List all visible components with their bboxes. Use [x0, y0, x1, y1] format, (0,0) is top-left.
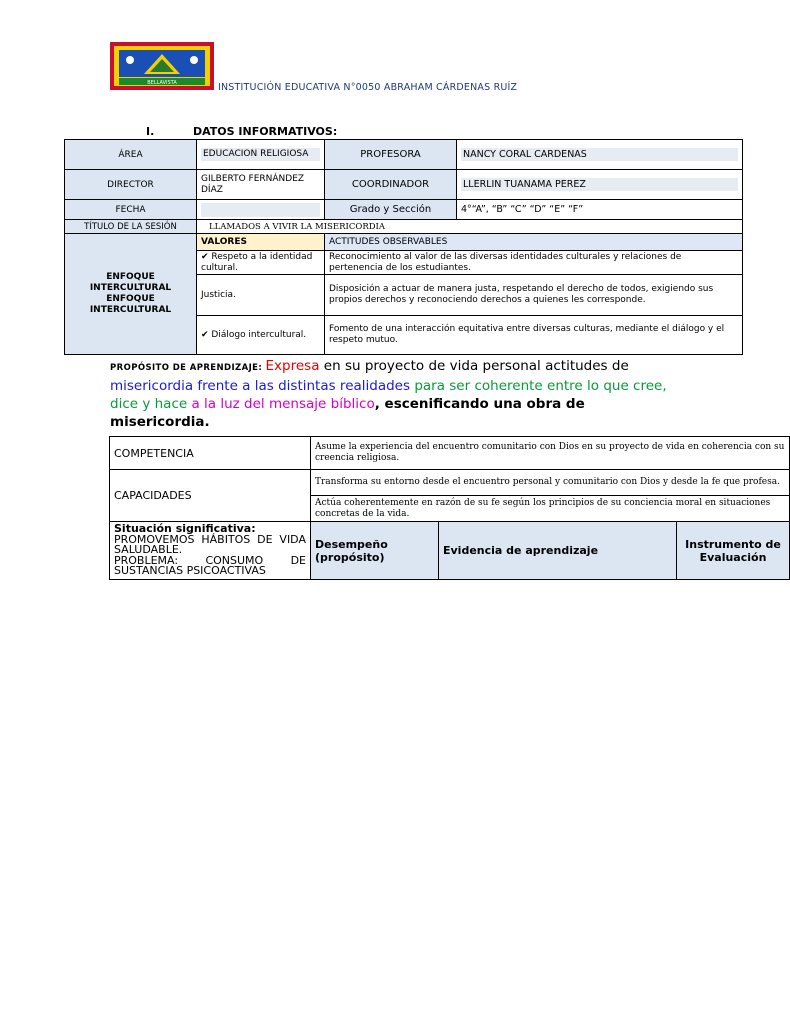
school-crest-logo: [110, 42, 214, 90]
actitud-cell: Reconocimiento al valor de las diversas identidades culturales y relaciones de pertenencia de los estudiantes.: [325, 251, 743, 275]
fecha-value: [201, 203, 320, 217]
valor-cell: ✔ Respeto a la identidad cultural.: [197, 251, 325, 275]
grado-value: 4°“A”, “B” “C” “D” “E” “F”: [457, 200, 743, 220]
info-row-fecha: [65, 200, 743, 220]
capacidades-row: [110, 470, 790, 496]
learning-purpose: PROPÓSITO DE APRENDIZAJE: Expresa en su proyecto de vida personal actitudes de misericordia frente a las distintas realidades para ser coherente entre lo que cree, dice y hace a la luz del mensaje bíblico, escenificando una obra de misericordia.: [110, 358, 667, 430]
svg-text:BELLAVISTA: BELLAVISTA: [147, 80, 177, 86]
info-row-titulo: [65, 220, 743, 234]
capacidad-2: Actúa coherentemente en razón de su fe según los principios de su conciencia moral en situaciones concretas de la vida.: [311, 496, 790, 522]
profesora-label: PROFESORA: [325, 140, 457, 170]
situacion-row: [110, 522, 790, 580]
evidencia-header: Evidencia de aprendizaje: [439, 522, 677, 580]
fecha-value-cell: [197, 200, 325, 220]
fecha-label: FECHA: [65, 200, 197, 220]
capacidades-label: CAPACIDADES: [110, 470, 311, 522]
section-title: DATOS INFORMATIVOS:: [193, 125, 338, 138]
capacidad-1: Transforma su entorno desde el encuentro personal y comunitario con Dios y desde la fe que profesa.: [311, 470, 790, 496]
titulo-label: TÍTULO DE LA SESIÓN: [65, 220, 197, 234]
purpose-text: en su proyecto de vida personal actitudes de: [319, 358, 629, 374]
purpose-label: PROPÓSITO DE APRENDIZAJE: [110, 363, 259, 373]
info-row-area: [65, 140, 743, 170]
competencia-row: [110, 437, 790, 470]
actitud-cell: Disposición a actuar de manera justa, respetando el derecho de todos, exigiendo sus propios derechos y reconociendo derechos a quienes les corresponde.: [325, 275, 743, 316]
valores-header: VALORES: [197, 234, 325, 251]
purpose-text-magenta: a la luz del mensaje bíblico: [187, 396, 375, 412]
info-row-director: [65, 170, 743, 200]
purpose-verb: Expresa: [265, 358, 320, 374]
director-label: DIRECTOR: [65, 170, 197, 200]
values-header-row: [65, 234, 743, 251]
situacion-cell: [110, 522, 311, 580]
area-label: ÁREA: [65, 140, 197, 170]
desempeno-header: Desempeño (propósito): [311, 522, 439, 580]
coordinador-value-cell: [457, 170, 743, 200]
titulo-value: LLAMADOS A VIVIR LA MISERICORDIA: [197, 220, 743, 234]
situacion-label: Situación significativa:: [114, 522, 256, 536]
competency-table: [109, 436, 790, 580]
purpose-text-green: para ser coherente entre lo que cree, dice y hace: [110, 378, 667, 412]
profesora-value: NANCY CORAL CARDENAS: [461, 148, 738, 161]
actitud-cell: Fomento de una interacción equitativa entre diversas culturas, mediante el diálogo y el respeto mutuo.: [325, 316, 743, 355]
purpose-text-blue: misericordia frente a las distintas realidades: [110, 378, 411, 394]
coordinador-value: LLERLIN TUANAMA PEREZ: [461, 178, 738, 191]
area-value-cell: [197, 140, 325, 170]
valor-cell: Justicia.: [197, 275, 325, 316]
coordinador-label: COORDINADOR: [325, 170, 457, 200]
situacion-text: PROMOVEMOS HÁBITOS DE VIDA SALUDABLE.: [114, 532, 306, 557]
director-value: GILBERTO FERNÁNDEZ DÍAZ: [197, 170, 325, 200]
enfoque-label: ENFOQUE INTERCULTURAL ENFOQUE INTERCULTURAL: [65, 234, 197, 355]
problema-text: PROBLEMA: CONSUMO DE SUSTANCIAS PSICOACTIVAS: [114, 553, 306, 578]
institution-name: INSTITUCIÓN EDUCATIVA N°0050 ABRAHAM CÁRDENAS RUÍZ: [218, 82, 518, 93]
area-value: EDUCACION RELIGIOSA: [201, 148, 320, 161]
grado-label: Grado y Sección: [325, 200, 457, 220]
purpose-text-bold: , escenificando una obra de misericordia.: [110, 396, 585, 430]
section-number: I.: [146, 125, 155, 138]
info-table: [64, 139, 743, 355]
actitudes-header: ACTITUDES OBSERVABLES: [325, 234, 743, 251]
competencia-label: COMPETENCIA: [110, 437, 311, 470]
valor-cell: ✔ Diálogo intercultural.: [197, 316, 325, 355]
instrumento-header: Instrumento de Evaluación: [677, 522, 790, 580]
profesora-value-cell: [457, 140, 743, 170]
competencia-value: Asume la experiencia del encuentro comunitario con Dios en su proyecto de vida en coherencia con su creencia religiosa.: [311, 437, 790, 470]
